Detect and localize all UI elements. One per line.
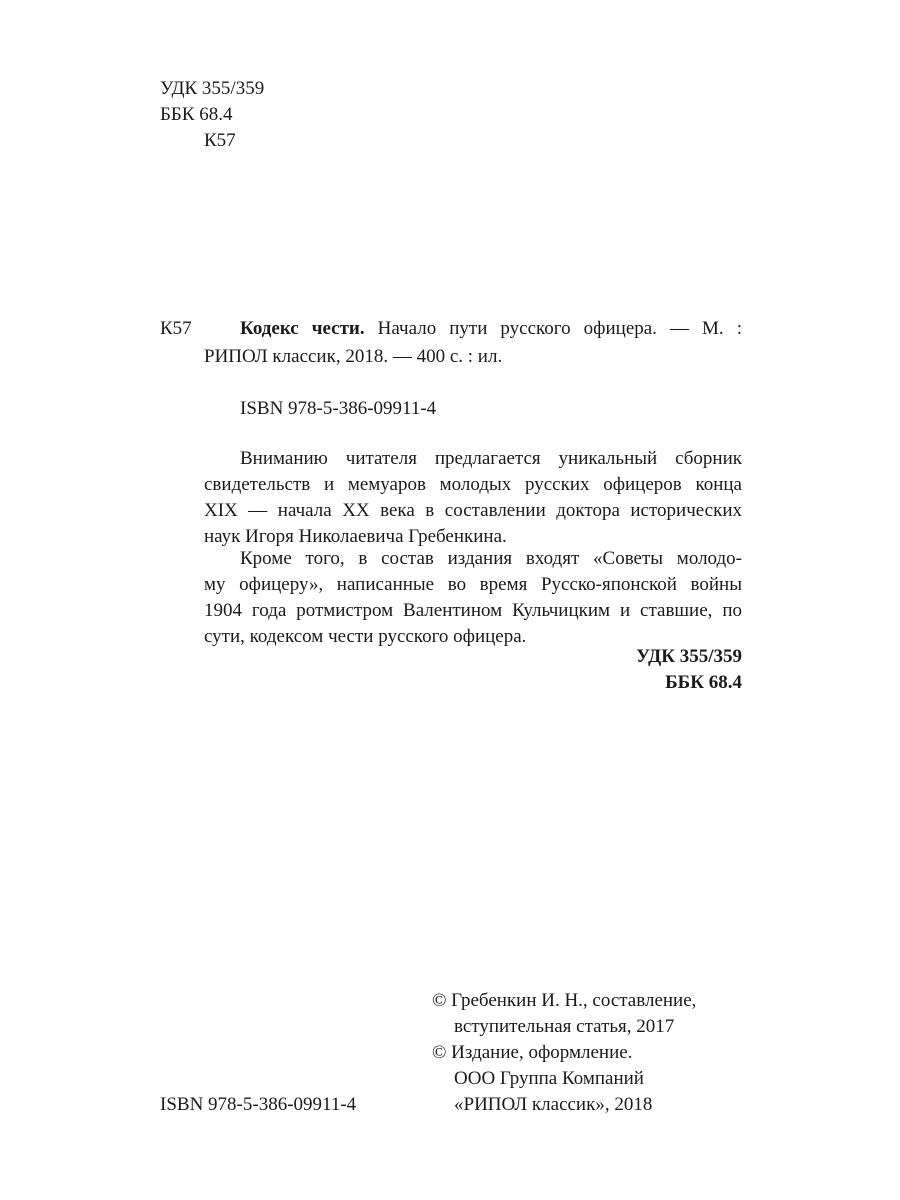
copyright-compiler-line: © Гребенкин И. Н., составление,	[432, 990, 697, 1011]
udk-code-top: УДК 355/359	[160, 78, 265, 99]
entry-publisher-line: РИПОЛ классик, 2018. — 400 с. : ил.	[204, 346, 503, 367]
annotation-line: Кроме того, в состав издания входят «Советы молодо-	[240, 548, 742, 569]
bbk-code-top: ББК 68.4	[160, 104, 233, 125]
entry-title-rest: Начало пути русского офицера. — М. :	[364, 318, 742, 339]
isbn-bottom: ISBN 978-5-386-09911-4	[160, 1094, 357, 1115]
udk-code-right: УДК 355/359	[636, 646, 742, 667]
copyright-compiler-line: вступительная статья, 2017	[454, 1016, 675, 1037]
bbk-code-right: ББК 68.4	[665, 672, 742, 693]
annotation-line: 1904 года ротмистром Валентином Кульчицким и ставшие, по	[204, 600, 742, 621]
annotation-line: XIX — начала XX века в составлении доктора исторических	[204, 500, 742, 521]
annotation-line: Вниманию читателя предлагается уникальный сборник	[240, 448, 742, 469]
book-title: Кодекс чести.	[240, 318, 365, 339]
author-sign-top: К57	[204, 130, 236, 151]
copyright-publisher-line: «РИПОЛ классик», 2018	[454, 1094, 653, 1115]
annotation-line: свидетельств и мемуаров молодых русских офицеров конца	[204, 474, 742, 495]
annotation-line: му офицеру», написанные во время Русско-японской войны	[204, 574, 742, 595]
copyright-publisher-line: © Издание, оформление.	[432, 1042, 633, 1063]
entry-title-line	[240, 318, 742, 340]
annotation-line: наук Игоря Николаевича Гребенкина.	[204, 526, 507, 547]
entry-author-sign: К57	[160, 318, 192, 339]
annotation-line: сути, кодексом чести русского офицера.	[204, 626, 527, 647]
copyright-publisher-line: ООО Группа Компаний	[454, 1068, 644, 1089]
isbn-entry: ISBN 978-5-386-09911-4	[240, 398, 437, 419]
